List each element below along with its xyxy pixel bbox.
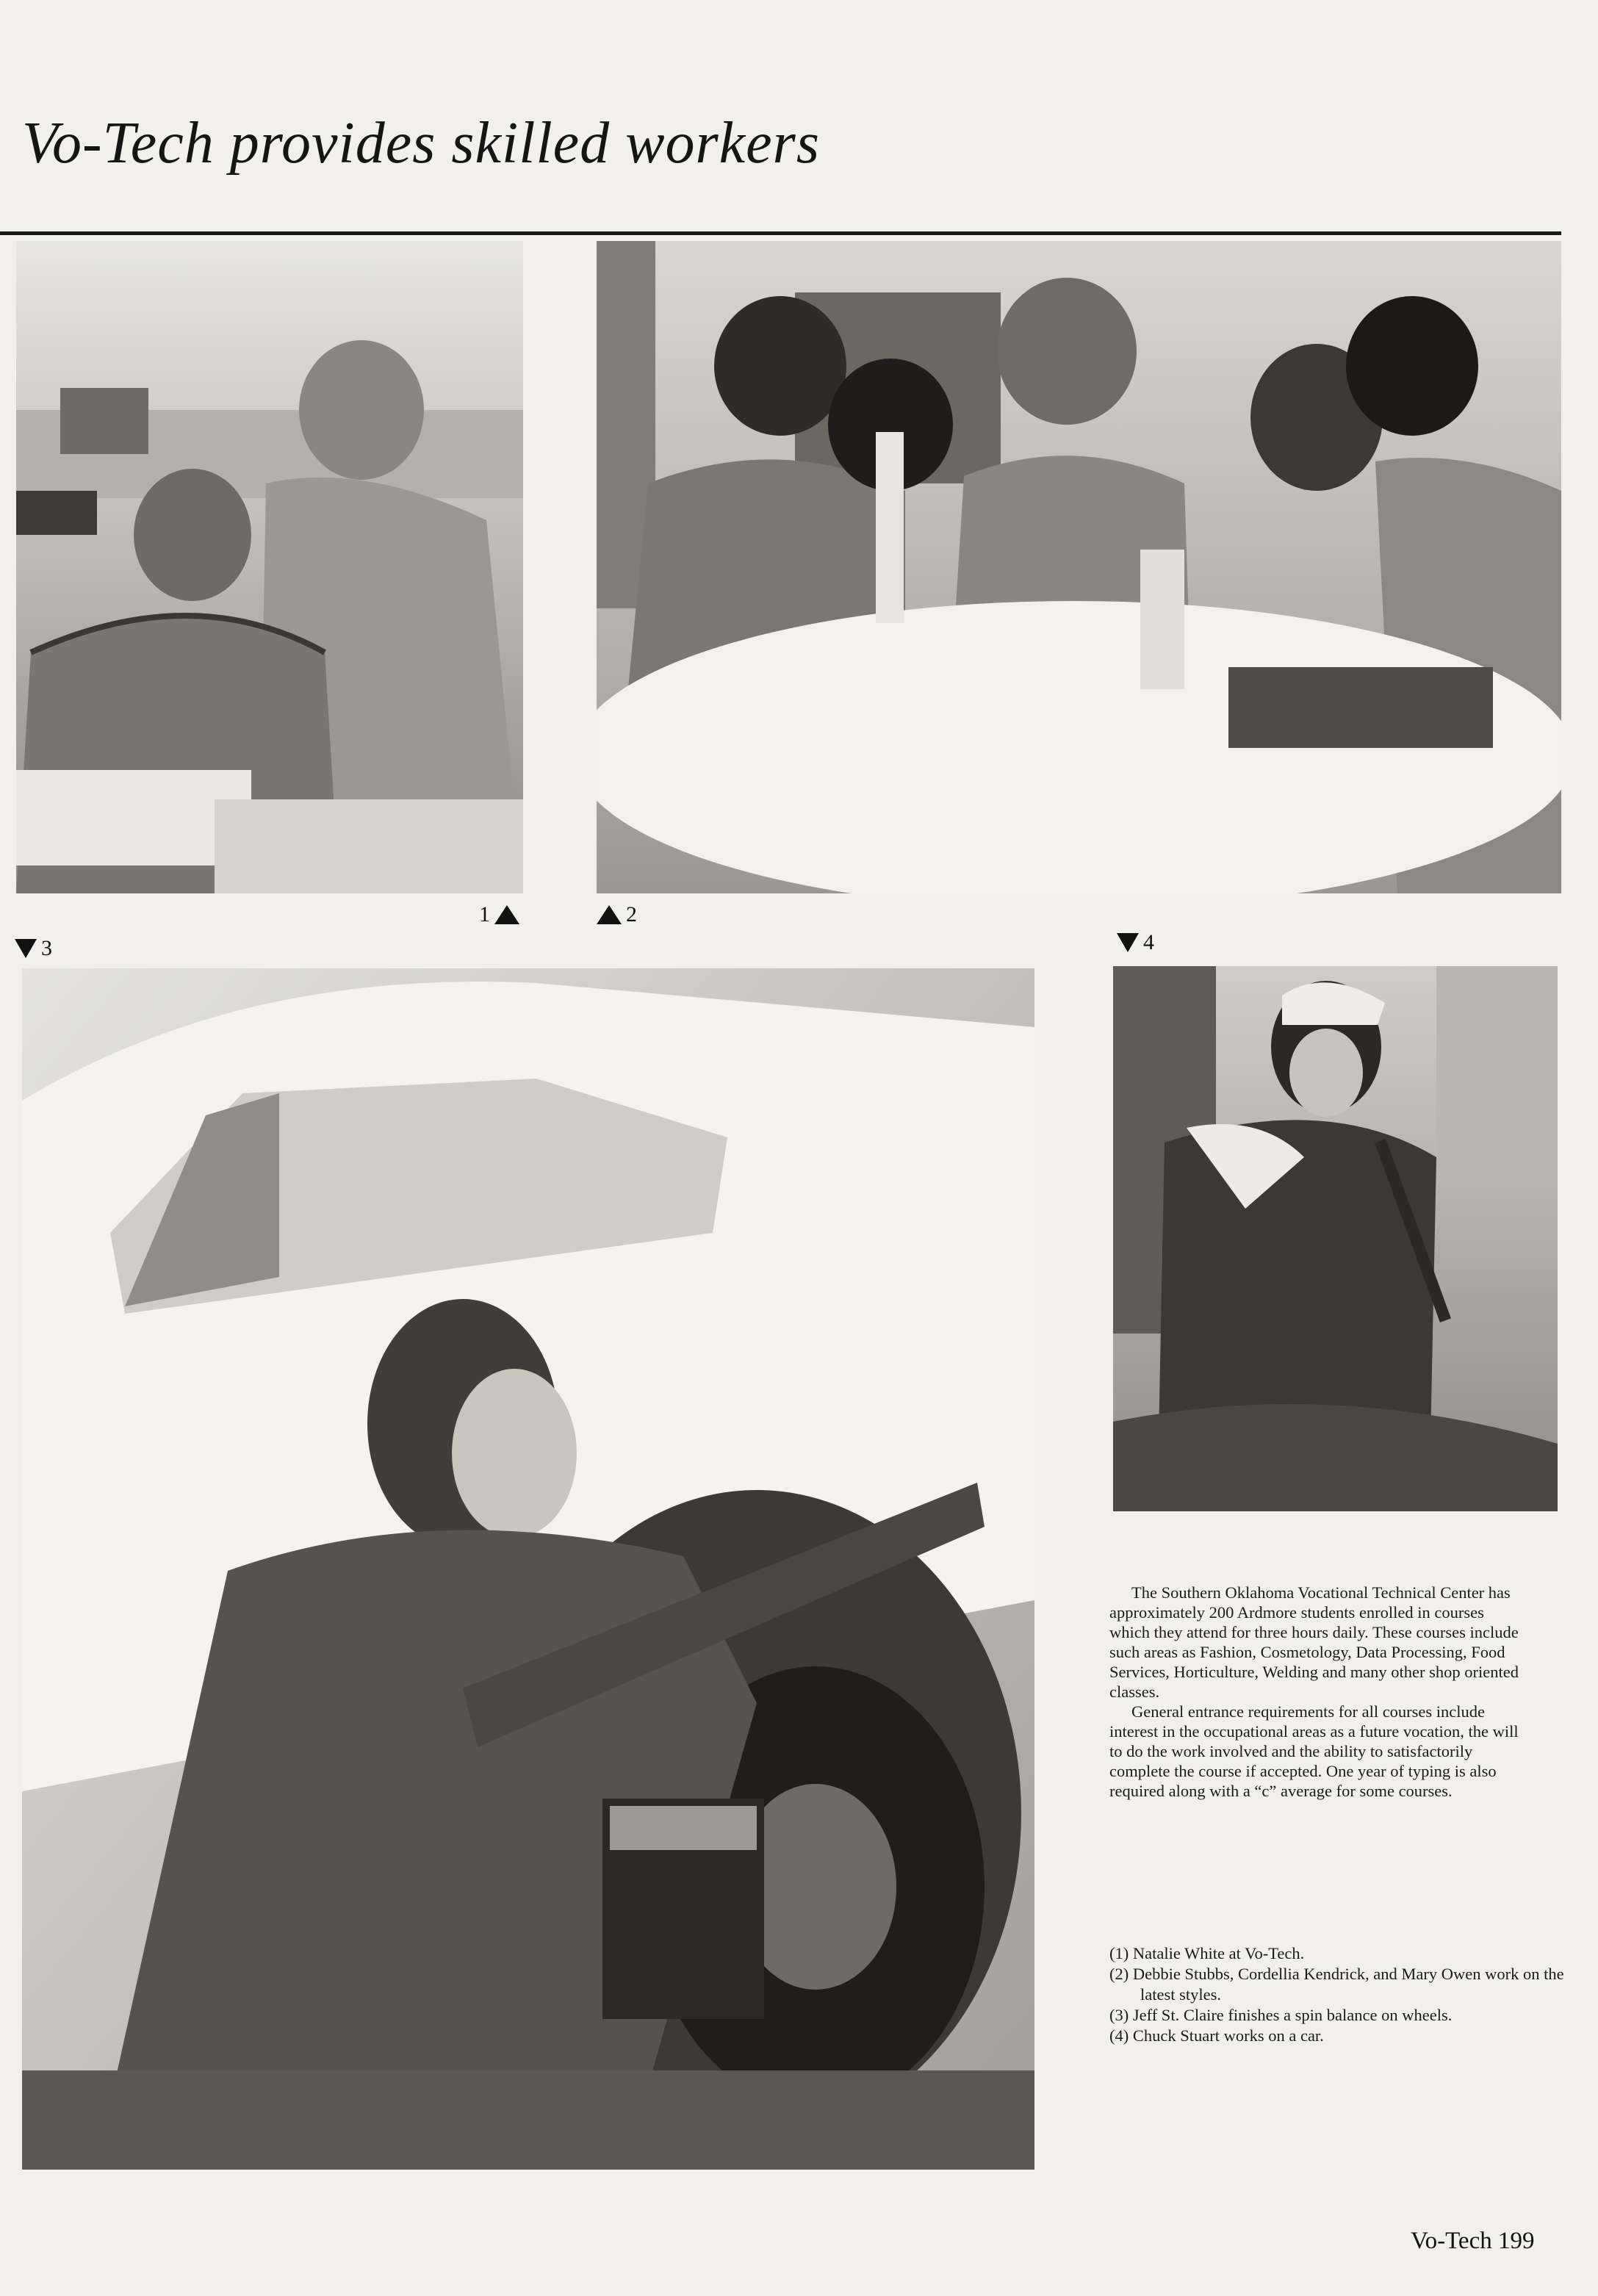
- photo-4-number: 4: [1143, 930, 1154, 954]
- article-paragraph: General entrance requirements for all courses include interest in the occupational areas as a future vocation, the will to do the work involved and the ability to satisfactorily complete the course if accepted. One year of typing is also required along with a “c” average for some courses.: [1109, 1702, 1519, 1800]
- photo-2-cosmetology: [597, 241, 1561, 893]
- caption-2: (2) Debbie Stubbs, Cordellia Kendrick, and Mary Owen work on the latest styles.: [1109, 1965, 1564, 2004]
- photo-1-number: 1: [479, 902, 490, 926]
- article-paragraph: The Southern Oklahoma Vocational Technical Center has approximately 200 Ardmore students enrolled in courses which they attend for three hours daily. These courses include such areas as Fashion, Cosmetology, Data Processing, Food Services, Horticulture, Welding and many other shop oriented classes.: [1109, 1583, 1519, 1701]
- triangle-up-icon: [597, 905, 622, 924]
- triangle-up-icon: [494, 905, 519, 924]
- title-rule: [0, 231, 1561, 235]
- photo-1-data-processing: [16, 241, 523, 893]
- photo-2-number: 2: [626, 902, 637, 926]
- photo-3-spin-balance: [22, 968, 1034, 2170]
- triangle-down-icon: [15, 939, 37, 958]
- photo-captions: [1109, 1943, 1594, 2046]
- photo-3-number: 3: [41, 936, 52, 960]
- photo-4-welding: [1113, 966, 1558, 1511]
- page-title: Vo-Tech provides skilled workers: [22, 111, 820, 176]
- page-folio: Vo-Tech 199: [1411, 2228, 1535, 2254]
- photo-4-marker: [1117, 930, 1154, 955]
- photo-1-marker: [479, 902, 519, 927]
- triangle-down-icon: [1117, 933, 1139, 952]
- photo-3-marker: [15, 936, 52, 961]
- caption-1: (1) Natalie White at Vo-Tech.: [1109, 1944, 1305, 1962]
- caption-4: (4) Chuck Stuart works on a car.: [1109, 2026, 1324, 2045]
- article-body: [1109, 1583, 1521, 1801]
- photo-2-marker: [597, 902, 637, 927]
- caption-3: (3) Jeff St. Claire finishes a spin balance on wheels.: [1109, 2006, 1453, 2024]
